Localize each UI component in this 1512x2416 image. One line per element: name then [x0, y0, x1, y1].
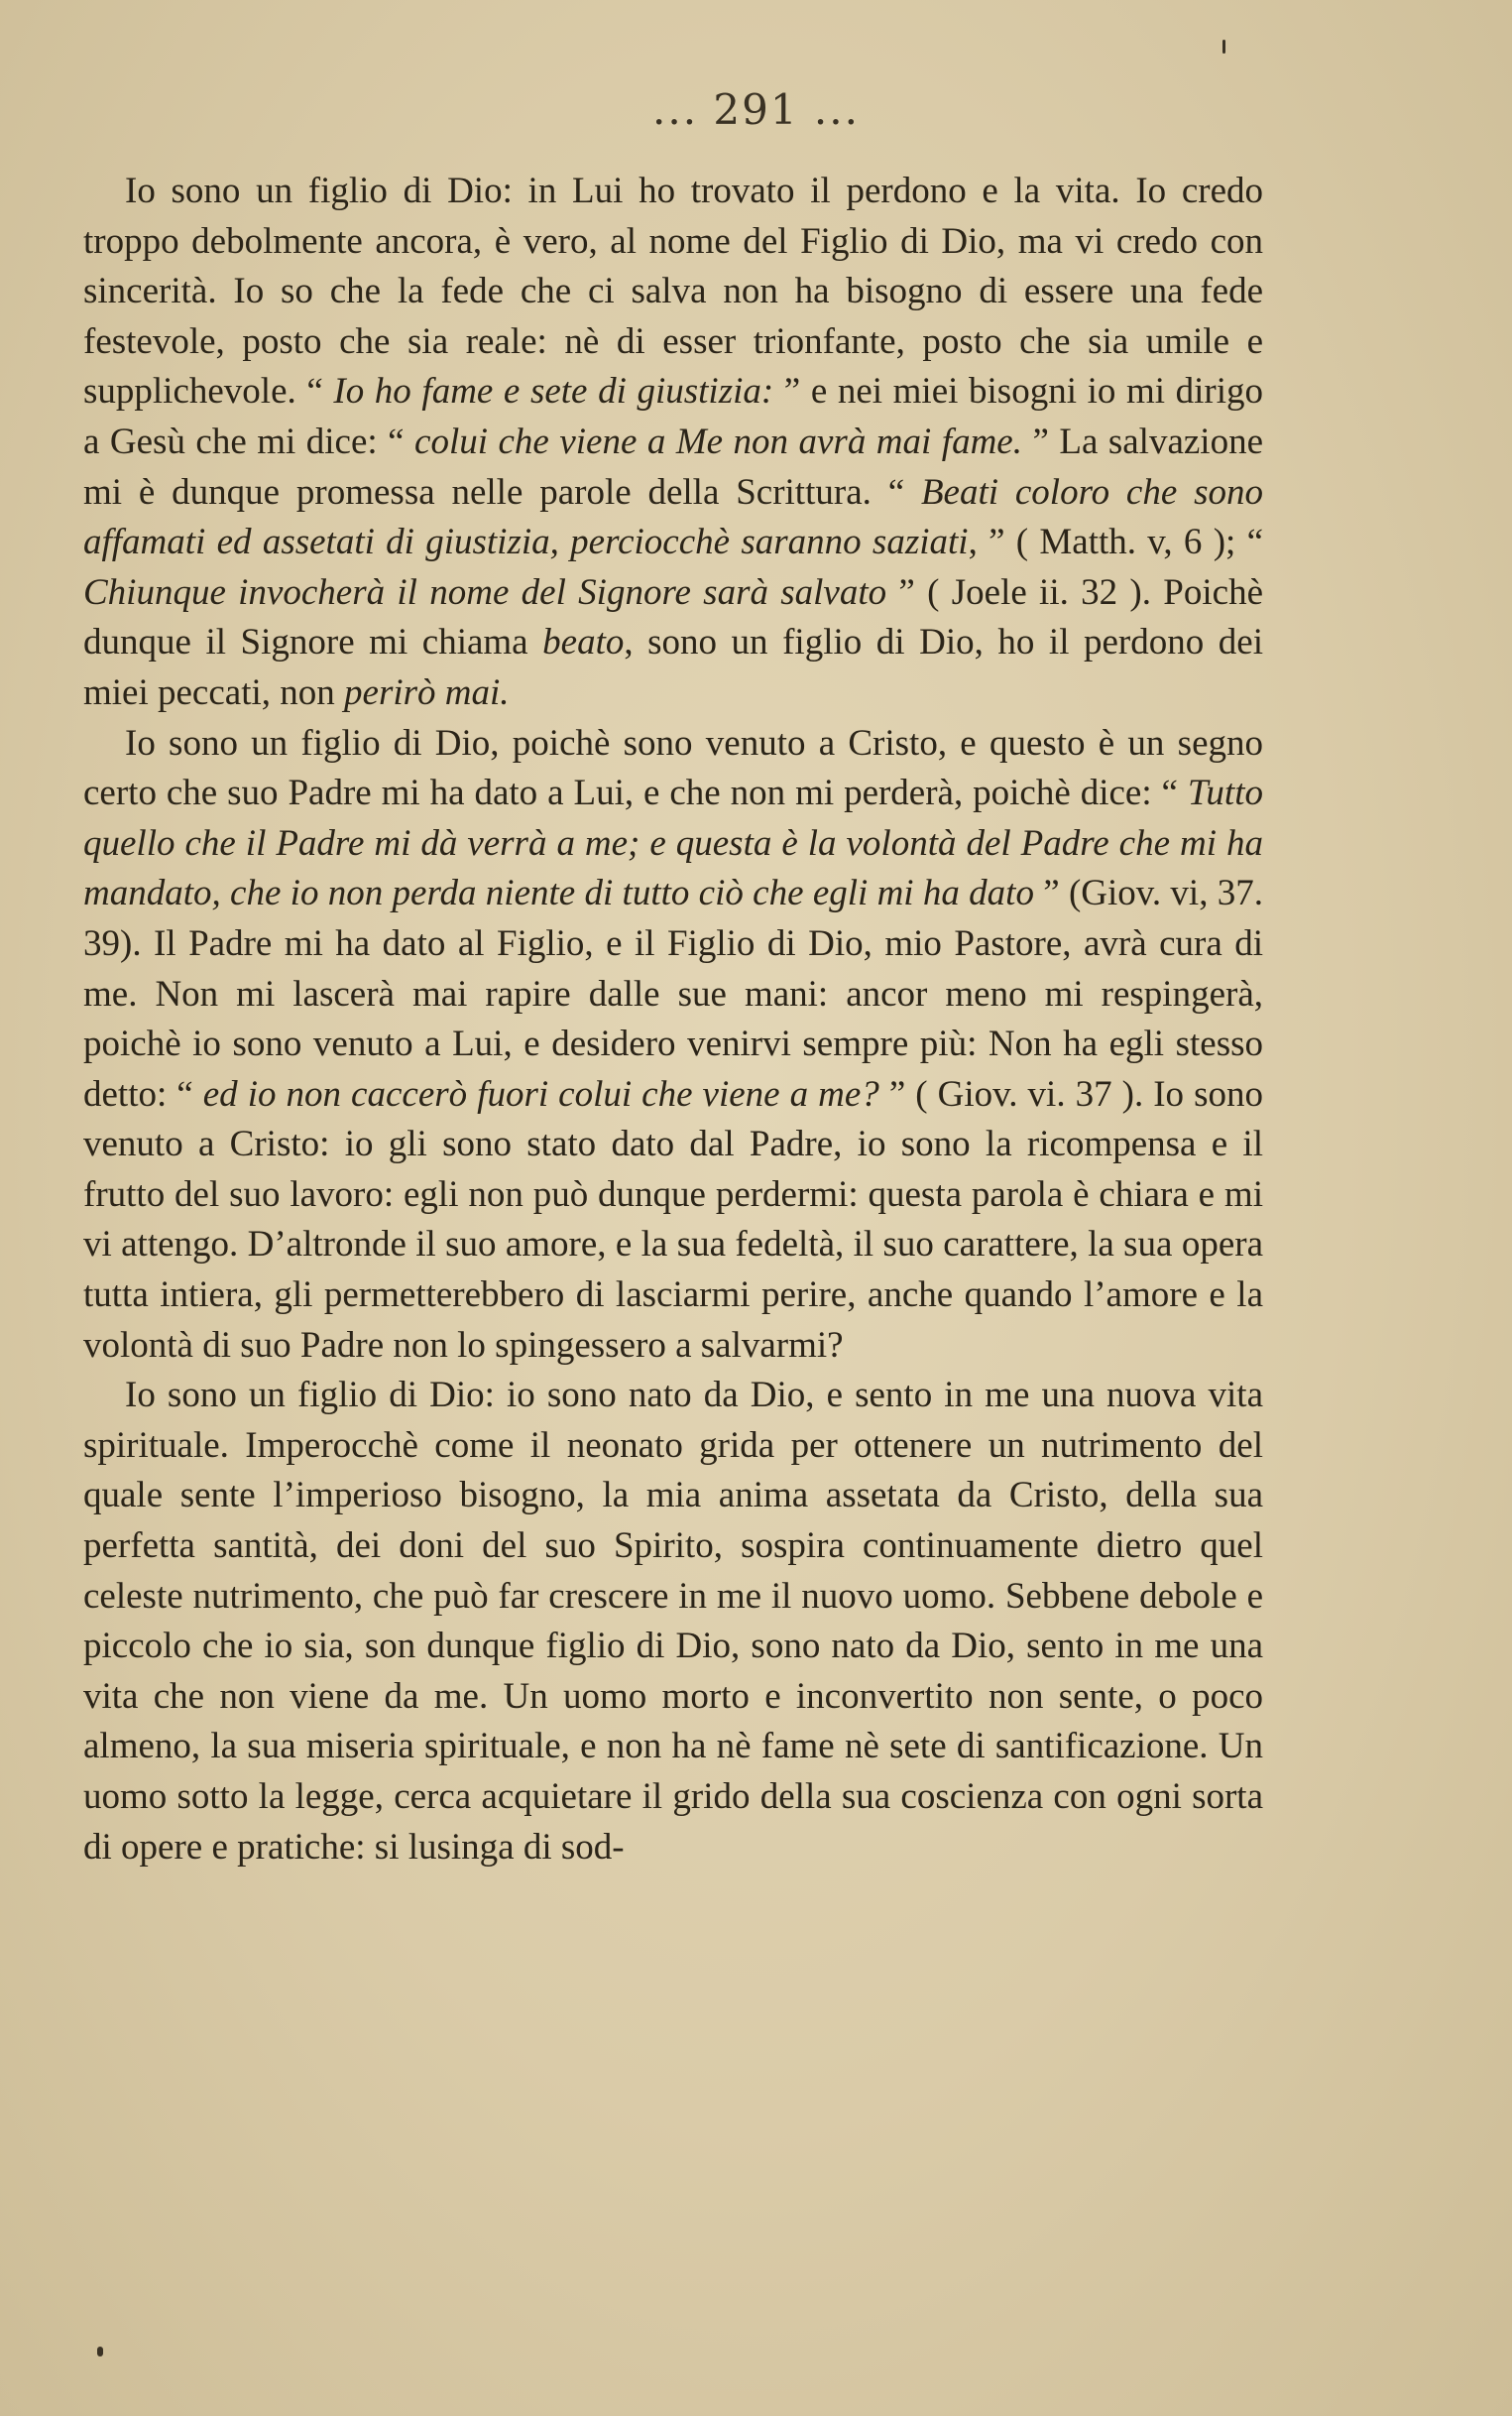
- italic-word: beato: [542, 622, 625, 664]
- italic-quote: Beati coloro che sono affamati ed assetati di giustizia, perciocchè saranno saziati: [83, 471, 1263, 563]
- italic-quote: Io ho fame e sete di giustizia:: [333, 371, 774, 413]
- text-segment: Io sono un figlio di Dio, poichè sono venuto a Cristo, e questo è un segno certo che suo Padre mi ha dato a Lui, e che non mi perderà, poichè dice: “: [83, 722, 1263, 814]
- paragraph-1: [83, 167, 1263, 719]
- italic-quote: Tutto quello che il Padre mi dà verrà a me; e questa è la volontà del Padre che mi ha mandato, che io non perda niente di tutto ciò che egli mi ha dato: [83, 773, 1263, 914]
- italic-quote: Chiunque invocherà il nome del Signore sarà salvato: [83, 571, 887, 613]
- text-segment: , sono un figlio di Dio, ho il perdono dei miei peccati, non: [83, 622, 1263, 713]
- text-segment: , ” ( Matth. v, 6 ); “: [968, 522, 1263, 563]
- italic-word: perirò mai.: [344, 671, 510, 713]
- text-segment: ” La salvazione mi è dunque promessa nelle parole della Scrittura. “: [83, 421, 1263, 513]
- text-segment: Io sono un figlio di Dio: io sono nato da Dio, e sento in me una nuova vita spirituale. Imperocchè come il neonato grida per ottenere un nutrimento del quale sente l’imperioso bisogno, la mia anima assetata da Cristo, della sua perfetta santità, dei doni del suo Spirito, sospira continuamente dietro quel celeste nutrimento, che può far crescere in me il nuovo uomo. Sebbene debole e piccolo che io sia, son dunque figlio di Dio, sono nato da Dio, sento in me una vita che non viene da me. Un uomo morto e inconvertito non sente, o poco almeno, la sua miseria spirituale, e non ha nè fame nè sete di santificazione. Un uomo sotto la legge, cerca acquietare il grido della sua coscienza con ogni sorta di opere e pratiche: si lusinga di sod-: [83, 1375, 1263, 1868]
- paragraph-2: [83, 719, 1263, 1372]
- page-number-header: ... 291 ...: [652, 85, 860, 134]
- text-segment: ” ( Giov. vi. 37 ). Io sono venuto a Cristo: io gli sono stato dato dal Padre, io sono la ricompensa e il frutto del suo lavoro: egli non può dunque perdermi: questa parola è chiara e mi vi attengo. D’altronde il suo amore, e la sua fedeltà, il suo carattere, la sua opera tutta intiera, gli permetterebbero di lasciarmi perire, anche quando l’amore e la volontà di suo Padre non lo spingessero a salvarmi?: [83, 1073, 1263, 1366]
- italic-quote: ed io non caccerò fuori colui che viene a me?: [202, 1073, 879, 1115]
- text-segment: ” ( Joele ii. 32 ). Poichè dunque il Signore mi chiama: [83, 571, 1263, 664]
- body-text: [83, 167, 1263, 1872]
- paragraph-3: [83, 1371, 1263, 1872]
- ink-speck: [1222, 40, 1225, 54]
- text-segment: Io sono un figlio di Dio: in Lui ho trovato il perdono e la vita. Io credo troppo debolmente ancora, è vero, al nome del Figlio di Dio, ma vi credo con sincerità. Io so che la fede che ci salva non ha bisogno di essere una fede festevole, posto che sia reale: nè di esser trionfante, posto che sia umile e supplichevole. “: [83, 171, 1263, 413]
- text-segment: ” (Giov. vi, 37. 39). Il Padre mi ha dato al Figlio, e il Figlio di Dio, mio Pastore, avrà cura di me. Non mi lascerà mai rapire dalle sue mani: ancor meno mi respingerà, poichè io sono venuto a Lui, e desidero venirvi sempre più: Non ha egli stesso detto: “: [83, 873, 1264, 1115]
- text-segment: ” e nei miei bisogni io mi dirigo a Gesù che mi dice: “: [83, 371, 1263, 462]
- italic-quote: colui che viene a Me non avrà mai fame.: [414, 421, 1022, 462]
- ink-speck: [97, 2347, 103, 2356]
